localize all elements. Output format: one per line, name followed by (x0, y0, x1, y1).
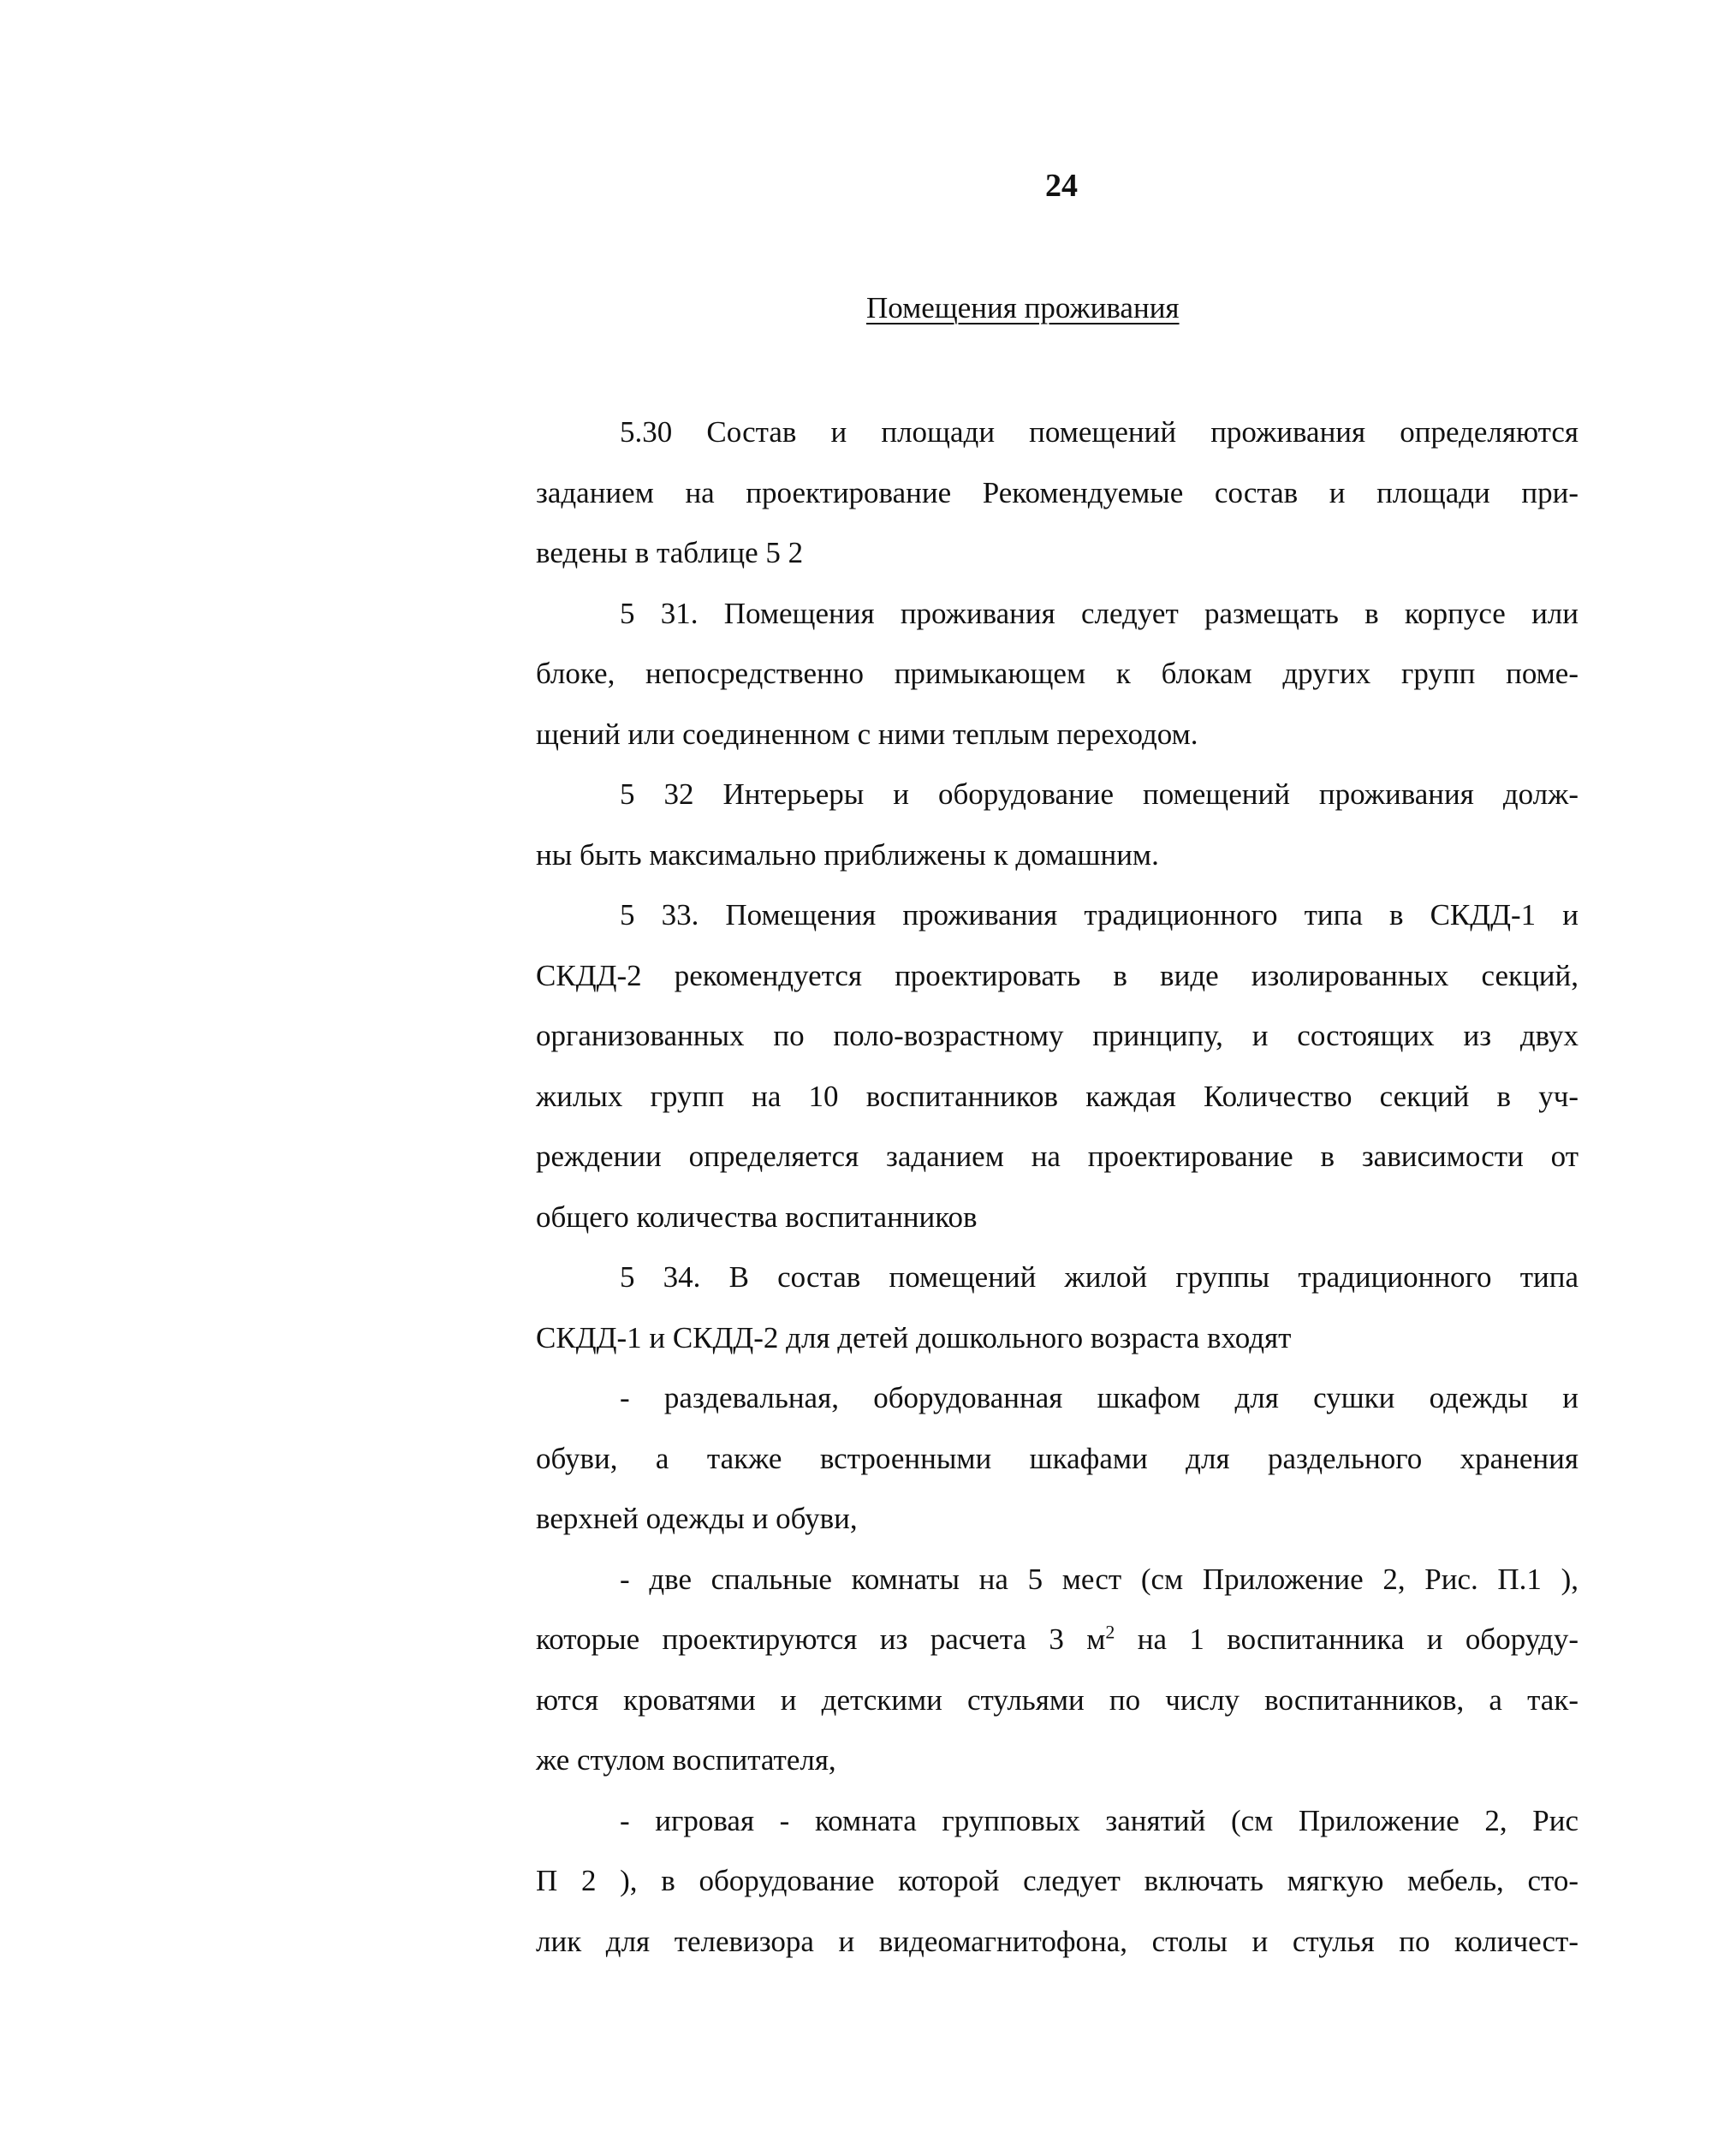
text-line: верхней одежды и обуви, (536, 1502, 858, 1535)
text-line: обуви, а также встроенными шкафами для раздельного хранения (536, 1441, 1578, 1475)
text-line: общего количества воспитанников (536, 1200, 978, 1234)
text-line: ведены в таблице 5 2 (536, 536, 804, 569)
section-title: Помещения проживания (866, 291, 1180, 324)
text-line: 5.30 Состав и площади помещений проживания определяются (620, 415, 1578, 449)
text-line: лик для телевизора и видеомагнитофона, столы и стулья по количест- (536, 1924, 1578, 1958)
text-line: СКДД-2 рекомендуется проектировать в виде изолированных секций, (536, 958, 1578, 992)
list-item-playroom (536, 1791, 1578, 1973)
text-line: - две спальные комнаты на 5 мест (см Приложение 2, Рис. П.1 ), (620, 1562, 1578, 1596)
page-number: 24 (1045, 168, 1078, 204)
text-line-with-superscript (536, 1610, 1578, 1670)
text-line: же стулом воспитателя, (536, 1743, 836, 1777)
text-line: 5 34. В состав помещений жилой группы традиционного типа (620, 1260, 1578, 1294)
text-line: 5 33. Помещения проживания традиционного типа в СКДД-1 и (620, 898, 1578, 932)
superscript: 2 (1105, 1621, 1115, 1643)
text-line: СКДД-1 и СКДД-2 для детей дошкольного возраста входят (536, 1320, 1292, 1354)
text-line: щений или соединенном с ними теплым переходом. (536, 717, 1198, 751)
text-line: 5 31. Помещения проживания следует размещать в корпусе или (620, 596, 1578, 630)
text-line: - игровая - комната групповых занятий (см Приложение 2, Рис (620, 1803, 1578, 1837)
text-line: П 2 ), в оборудование которой следует включать мягкую мебель, сто- (536, 1864, 1578, 1897)
list-item-bedrooms (536, 1550, 1578, 1791)
text-line: жилых групп на 10 воспитанников каждая Количество секций в уч- (536, 1079, 1578, 1113)
paragraph-5-30 (536, 402, 1578, 584)
text-line: - раздевальная, оборудованная шкафом для сушки одежды и (620, 1381, 1578, 1414)
paragraph-5-31 (536, 584, 1578, 765)
text-line: 5 32 Интерьеры и оборудование помещений проживания долж- (620, 777, 1578, 811)
text-line: организованных по поло-возрастному принципу, и состоящих из двух (536, 1019, 1578, 1052)
text-line: ны быть максимально приближены к домашним. (536, 837, 1159, 872)
text-segment: которые проектируются из расчета 3 м (536, 1622, 1106, 1656)
text-line: реждении определяется заданием на проектирование в зависимости от (536, 1140, 1578, 1173)
text-line: заданием на проектирование Рекомендуемые состав и площади при- (536, 475, 1578, 509)
paragraph-5-34 (536, 1247, 1578, 1368)
text-segment: на 1 воспитанника и оборуду- (1115, 1622, 1578, 1656)
list-item-dressing-room (536, 1368, 1578, 1550)
paragraph-5-32 (536, 765, 1578, 885)
paragraph-5-33 (536, 885, 1578, 1247)
text-line: блоке, непосредственно примыкающем к блокам других групп поме- (536, 657, 1578, 690)
body-text (536, 402, 1578, 1972)
text-line: ются кроватями и детскими стульями по числу воспитанников, а так- (536, 1682, 1578, 1717)
